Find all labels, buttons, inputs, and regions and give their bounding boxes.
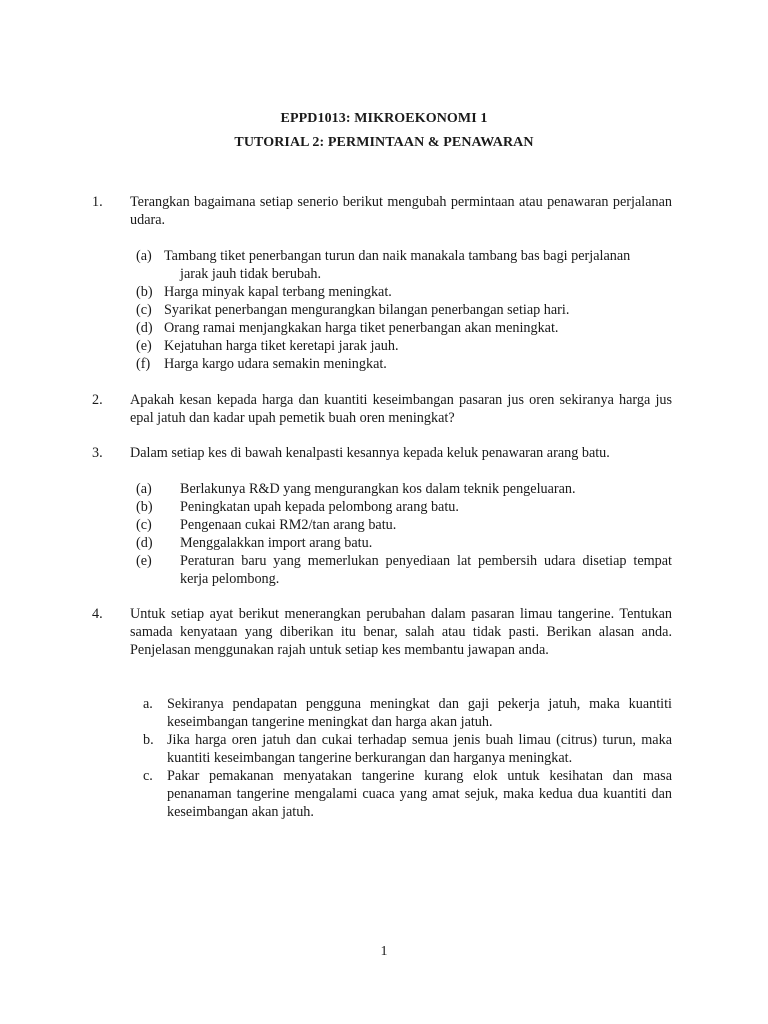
- question-3-item-d: [136, 534, 672, 552]
- item-label: b.: [143, 732, 154, 748]
- item-text: Pakar pemakanan menyatakan tangerine kurang elok untuk kesihatan dan masa penanaman tangerine mengalami cuaca yang amat sejuk, maka kedua dua kuantiti dan keseimbangan akan jatuh.: [167, 768, 672, 820]
- question-4: [92, 605, 672, 659]
- question-1-item-e: [136, 337, 672, 355]
- question-3-item-e: [136, 552, 672, 588]
- item-label: (c): [136, 517, 152, 533]
- item-label: (b): [136, 499, 153, 515]
- item-text: Harga kargo udara semakin meningkat.: [164, 356, 387, 372]
- question-number: 2.: [92, 392, 103, 408]
- question-1-item-f: [136, 355, 672, 373]
- item-text: Harga minyak kapal terbang meningkat.: [164, 284, 392, 300]
- question-number: 4.: [92, 606, 103, 622]
- item-text: Peningkatan upah kepada pelombong arang batu.: [180, 499, 459, 515]
- item-label: a.: [143, 696, 153, 712]
- question-text: Apakah kesan kepada harga dan kuantiti keseimbangan pasaran jus oren sekiranya harga jus epal jatuh dan kadar upah pemetik buah oren meningkat?: [130, 392, 672, 426]
- question-number: 3.: [92, 445, 103, 461]
- question-text: Untuk setiap ayat berikut menerangkan perubahan dalam pasaran limau tangerine. Tentukan samada kenyataan yang diberikan itu benar, salah atau tidak pasti. Berikan alasan anda. Penjelasan menggunakan rajah untuk setiap kes membantu jawapan anda.: [130, 606, 672, 658]
- question-1-item-d: [136, 319, 672, 337]
- item-text: Berlakunya R&D yang mengurangkan kos dalam teknik pengeluaran.: [180, 481, 576, 497]
- item-text-continued: jarak jauh tidak berubah.: [180, 266, 322, 282]
- question-1-item-b: [136, 283, 672, 301]
- question-4-item-c: [143, 767, 672, 821]
- question-1-item-c: [136, 301, 672, 319]
- tutorial-title: TUTORIAL 2: PERMINTAAN & PENAWARAN: [234, 135, 534, 150]
- question-4-item-b: [143, 731, 672, 767]
- item-label: (c): [136, 302, 152, 318]
- question-4-item-a: [143, 695, 672, 731]
- item-label: (e): [136, 338, 152, 354]
- item-label: (a): [136, 481, 152, 497]
- course-title: EPPD1013: MIKROEKONOMI 1: [280, 111, 488, 126]
- question-1-item-a: [136, 247, 672, 283]
- question-3: [92, 444, 672, 462]
- question-1: [92, 193, 672, 229]
- item-label: c.: [143, 768, 153, 784]
- question-number: 1.: [92, 194, 103, 210]
- item-text: Menggalakkan import arang batu.: [180, 535, 373, 551]
- item-label: (d): [136, 535, 153, 551]
- item-text: Tambang tiket penerbangan turun dan naik manakala tambang bas bagi perjalanan: [164, 248, 631, 264]
- item-text: Peraturan baru yang memerlukan penyediaan lat pembersih udara disetiap tempat kerja pelombong.: [180, 553, 672, 587]
- item-text: Sekiranya pendapatan pengguna meningkat dan gaji pekerja jatuh, maka kuantiti keseimbangan tangerine meningkat dan harga akan jatuh.: [167, 696, 672, 730]
- item-text: Orang ramai menjangkakan harga tiket penerbangan akan meningkat.: [164, 320, 559, 336]
- item-label: (a): [136, 248, 152, 264]
- item-text: Syarikat penerbangan mengurangkan bilangan penerbangan setiap hari.: [164, 302, 570, 318]
- question-2: [92, 391, 672, 427]
- item-text: Kejatuhan harga tiket keretapi jarak jauh.: [164, 338, 399, 354]
- item-text: Pengenaan cukai RM2/tan arang batu.: [180, 517, 397, 533]
- item-label: (b): [136, 284, 153, 300]
- item-label: (f): [136, 356, 151, 372]
- item-label: (e): [136, 553, 152, 569]
- question-text: Dalam setiap kes di bawah kenalpasti kesannya kepada keluk penawaran arang batu.: [130, 445, 610, 461]
- item-label: (d): [136, 320, 153, 336]
- question-3-item-c: [136, 516, 672, 534]
- item-text: Jika harga oren jatuh dan cukai terhadap semua jenis buah limau (citrus) turun, maka kuantiti keseimbangan tangerine berkurangan dan harganya meningkat.: [167, 732, 672, 766]
- question-text: Terangkan bagaimana setiap senerio berikut mengubah permintaan atau penawaran perjalanan udara.: [130, 194, 672, 228]
- page-number: 1: [380, 944, 388, 959]
- question-3-item-b: [136, 498, 672, 516]
- question-3-item-a: [136, 480, 672, 498]
